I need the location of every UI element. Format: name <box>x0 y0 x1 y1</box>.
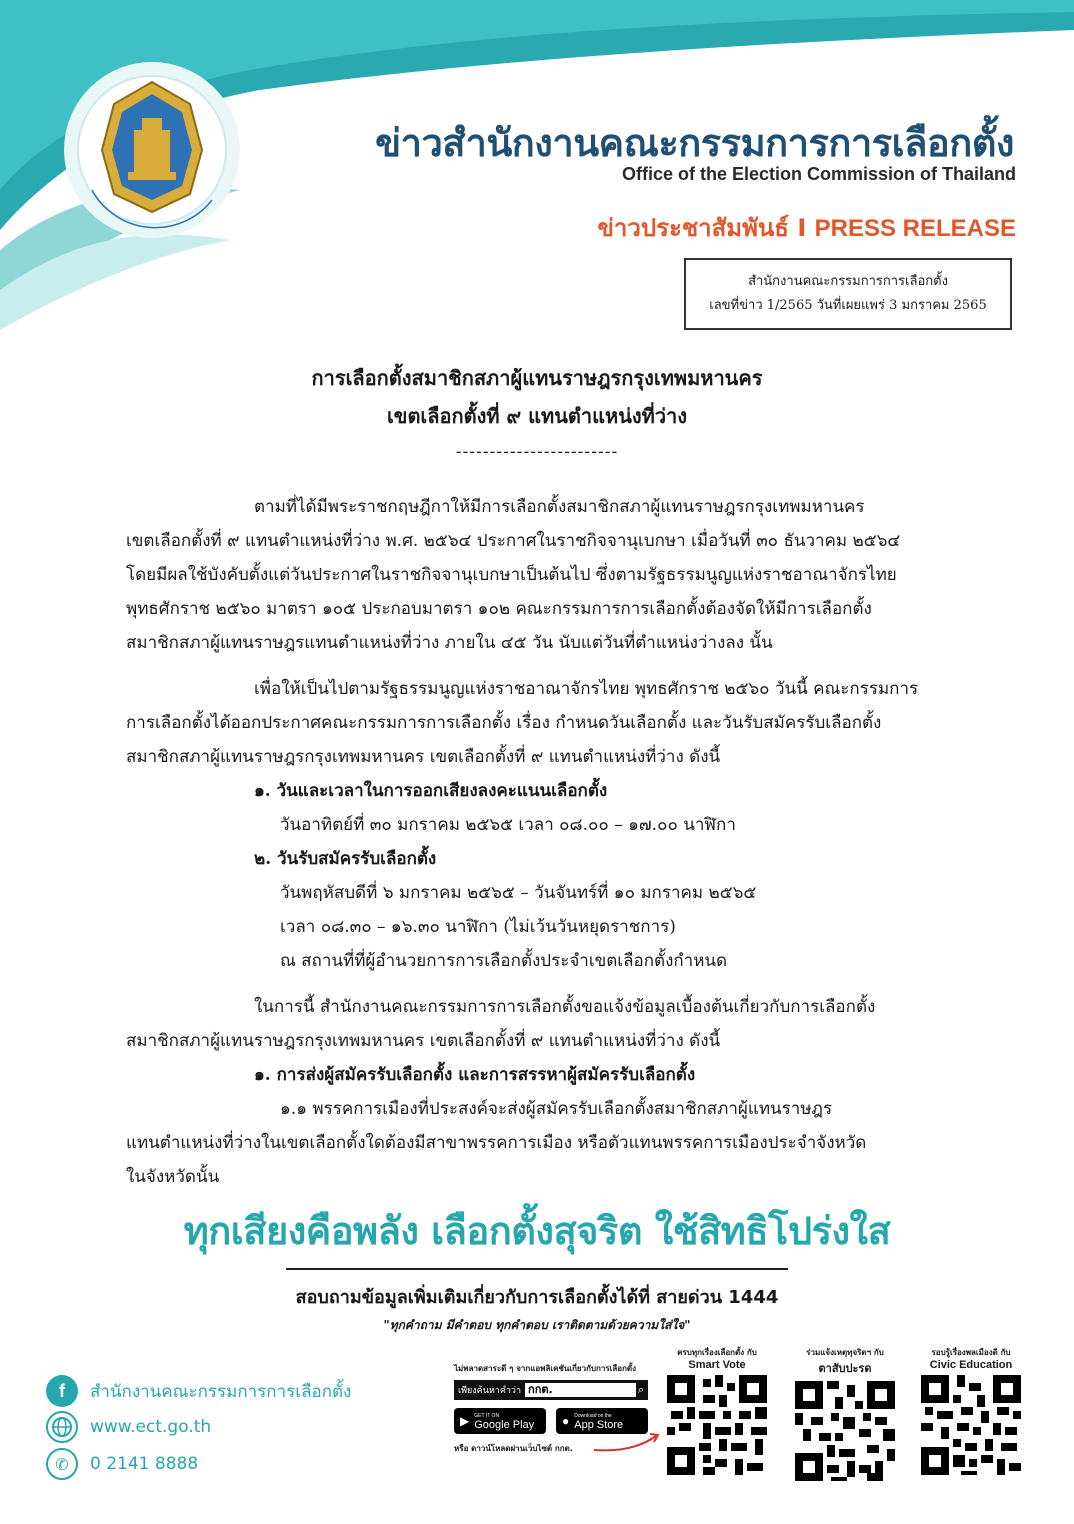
p4-line-1: ๑.๑ พรรคการเมืองที่ประสงค์จะส่งผู้สมัครรับเลือกตั้งสมาชิกสภาผู้แทนราษฎร <box>280 1099 833 1119</box>
motto-quote: "ทุกคำถาม มีคำตอบ ทุกคำตอบ เราติดตามด้วยความใส่ใจ" <box>383 1318 691 1332</box>
search-label: เพียงค้นหาคำว่า <box>458 1386 522 1396</box>
ect-logo <box>62 60 242 240</box>
p1-line-4: พุทธศักราช ๒๕๖๐ มาตรา ๑๐๕ ประกอบมาตรา ๑๐๒ คณะกรรมการการเลือกตั้งต้องจัดให้มีการเลือกตั้ง <box>126 599 872 619</box>
pr-th: ข่าวประชาสัมพันธ์ <box>597 214 789 242</box>
contact-facebook[interactable] <box>46 1374 351 1408</box>
release-info-box <box>684 258 1012 330</box>
qr-caption: ร่วมแจ้งเหตุทุจริตฯ กับ <box>806 1348 884 1357</box>
p1-line-2: เขตเลือกตั้งที่ ๙ แทนตำแหน่งที่ว่าง พ.ศ. ๒๕๖๔ ประกาศในราชกิจจานุเบกษา เมื่อวันที่ ๓๐ ธันวาคม ๒๕๖๔ <box>126 531 901 551</box>
p1-line-1: ตามที่ได้มีพระราชกฤษฎีกาให้มีการเลือกตั้งสมาชิกสภาผู้แทนราษฎรกรุงเทพมหานคร <box>254 497 865 517</box>
download-note: หรือ ดาวน์โหลดผ่านเว็บไซต์ กกต. <box>454 1444 573 1453</box>
qr-code-icon <box>667 1375 767 1475</box>
section1-title: ๑. การส่งผู้สมัครรับเลือกตั้ง และการสรรหาผู้สมัครรับเลือกตั้ง <box>254 1065 696 1085</box>
google-play-small: GET IT ON <box>474 1413 500 1419</box>
qr-caption: รอบรู้เรื่องพลเมืองดี กับ <box>931 1348 1011 1357</box>
arrow-icon <box>592 1430 662 1454</box>
item1-detail: วันอาทิตย์ที่ ๓๐ มกราคม ๒๕๖๕ เวลา ๐๘.๐๐ – ๑๗.๐๐ นาฬิกา <box>280 815 736 835</box>
globe-icon <box>46 1411 78 1443</box>
info-line-2: เลขที่ข่าว 1/2565 วันที่เผยแพร่ 3 มกราคม 2565 <box>709 298 987 313</box>
headline-line-1: การเลือกตั้งสมาชิกสภาผู้แทนราษฎรกรุงเทพมหานคร <box>311 366 763 390</box>
google-play-badge[interactable] <box>454 1408 546 1434</box>
qr-tasapparod[interactable] <box>790 1346 900 1485</box>
app-note: ไม่พลาดสาระดี ๆ จากแอพลิเคชันเกี่ยวกับการเลือกตั้ง <box>454 1364 637 1373</box>
search-icon: ⌕ <box>637 1383 644 1396</box>
item2-detail-1: วันพฤหัสบดีที่ ๖ มกราคม ๒๕๖๕ – วันจันทร์ที่ ๑๐ มกราคม ๒๕๖๕ <box>280 883 757 903</box>
app-store-small: Download on the <box>574 1413 612 1419</box>
qr-name: Smart Vote <box>688 1359 746 1371</box>
app-search-bar[interactable] <box>454 1380 648 1400</box>
item2-detail-2: เวลา ๐๘.๓๐ – ๑๖.๓๐ นาฬิกา (ไม่เว้นวันหยุดราชการ) <box>280 917 676 937</box>
p2-line-1: เพื่อให้เป็นไปตามรัฐธรรมนูญแห่งราชอาณาจักรไทย พุทธศักราช ๒๕๖๐ วันนี้ คณะกรรมการ <box>254 679 919 699</box>
press-release-label <box>597 208 1016 247</box>
p2-line-2: การเลือกตั้งได้ออกประกาศคณะกรรมการการเลือกตั้ง เรื่อง กำหนดวันเลือกตั้ง และวันรับสมัครรับเลือกตั้ง <box>126 713 882 733</box>
google-play-label: Google Play <box>474 1419 535 1431</box>
contact-website[interactable] <box>46 1410 211 1444</box>
footer-divider <box>286 1268 788 1270</box>
item2-detail-3: ณ สถานที่ที่ผู้อำนวยการการเลือกตั้งประจำเขตเลือกตั้งกำหนด <box>280 951 728 971</box>
p4-line-3: ในจังหวัดนั้น <box>126 1167 220 1187</box>
app-download-area <box>452 1360 652 1460</box>
app-store-label: App Store <box>574 1419 624 1431</box>
slogan: ทุกเสียงคือพลัง เลือกตั้งสุจริต ใช้สิทธิโปร่งใส <box>183 1209 891 1253</box>
phone-label: 0 2141 8888 <box>90 1454 199 1474</box>
headline-line-2: เขตเลือกตั้งที่ ๙ แทนตำแหน่งที่ว่าง <box>386 404 688 428</box>
hotline-text: สอบถามข้อมูลเพิ่มเติมเกี่ยวกับการเลือกตั้งได้ที่ สายด่วน 1444 <box>295 1287 779 1308</box>
p1-line-3: โดยมีผลใช้บังคับตั้งแต่วันประกาศในราชกิจจานุเบกษาเป็นต้นไป ซึ่งตามรัฐธรรมนูญแห่งราชอาณาจักรไทย <box>126 565 897 585</box>
item1-title: ๑. วันและเวลาในการออกเสียงลงคะแนนเลือกตั้ง <box>254 781 608 801</box>
qr-code-icon <box>921 1375 1021 1475</box>
p4-line-2: แทนตำแหน่งที่ว่างในเขตเลือกตั้งใดต้องมีสาขาพรรคการเมือง หรือตัวแทนพรรคการเมืองประจำจังหวัด <box>126 1133 867 1153</box>
contact-phone[interactable] <box>46 1447 198 1481</box>
qr-name: Civic Education <box>929 1359 1013 1371</box>
org-title-en: Office of the Election Commission of Thailand <box>621 164 1016 184</box>
qr-name: ตาสับปะรด <box>818 1363 872 1375</box>
info-line-1: สำนักงานคณะกรรมการการเลือกตั้ง <box>748 274 948 289</box>
apple-icon: ● <box>562 1414 570 1428</box>
qr-smart-vote[interactable] <box>662 1346 772 1479</box>
phone-icon: ✆ <box>46 1448 78 1480</box>
website-label: www.ect.go.th <box>90 1417 212 1437</box>
headline-separator: ------------------------ <box>455 442 619 461</box>
search-value: กกต. <box>525 1383 636 1397</box>
p3-line-2: สมาชิกสภาผู้แทนราษฎรกรุงเทพมหานคร เขตเลือกตั้งที่ ๙ แทนตำแหน่งที่ว่าง ดังนี้ <box>126 1031 721 1051</box>
p3-line-1: ในการนี้ สำนักงานคณะกรรมการการเลือกตั้งขอแจ้งข้อมูลเบื้องต้นเกี่ยวกับการเลือกตั้ง <box>254 997 876 1017</box>
p2-line-3: สมาชิกสภาผู้แทนราษฎรกรุงเทพมหานคร เขตเลือกตั้งที่ ๙ แทนตำแหน่งที่ว่าง ดังนี้ <box>126 747 721 767</box>
facebook-label: สำนักงานคณะกรรมการการเลือกตั้ง <box>90 1381 352 1402</box>
qr-civic-education[interactable] <box>916 1346 1026 1479</box>
p1-line-5: สมาชิกสภาผู้แทนราษฎรแทนตำแหน่งที่ว่าง ภายใน ๔๕ วัน นับแต่วันที่ตำแหน่งว่างลง นั้น <box>126 633 773 653</box>
qr-code-icon <box>795 1381 895 1481</box>
facebook-icon: f <box>46 1375 78 1407</box>
play-icon: ▶ <box>460 1414 470 1428</box>
pr-en: PRESS RELEASE <box>814 215 1016 242</box>
pr-separator: I <box>797 214 807 242</box>
item2-title: ๒. วันรับสมัครรับเลือกตั้ง <box>254 849 437 869</box>
qr-caption: ครบทุกเรื่องเลือกตั้ง กับ <box>677 1348 757 1357</box>
org-title-th: ข่าวสำนักงานคณะกรรมการการเลือกตั้ง <box>375 121 1014 165</box>
